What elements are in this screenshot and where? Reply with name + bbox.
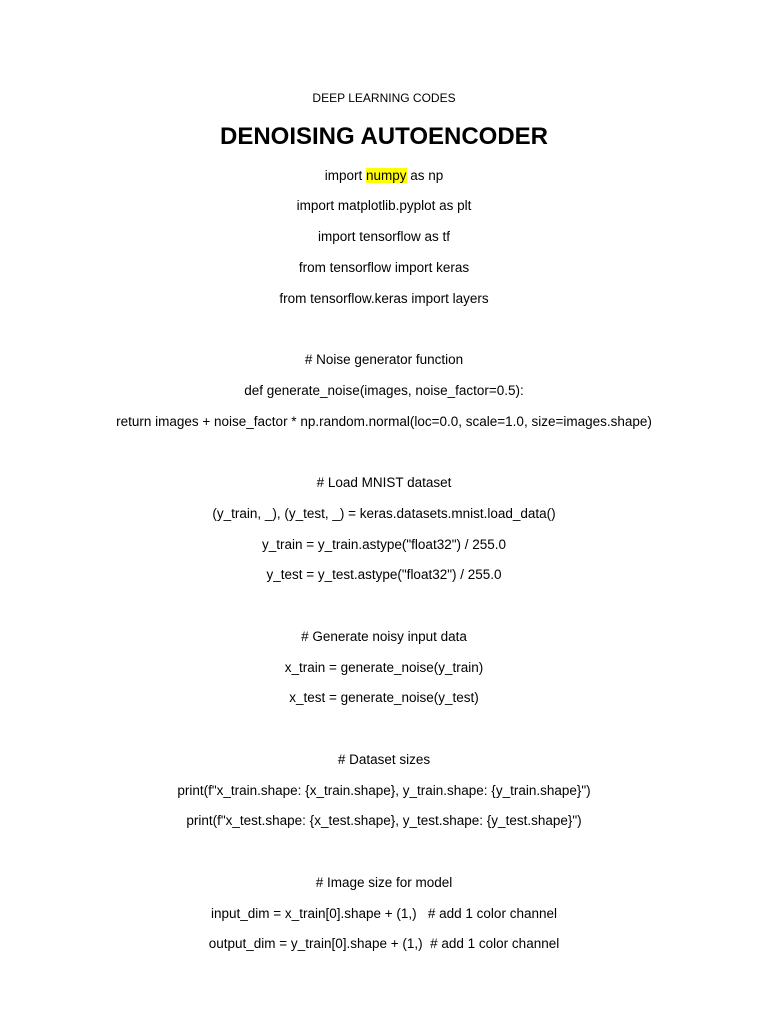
code-line: input_dim = x_train[0].shape + (1,) # add 1 color channel xyxy=(211,906,557,921)
code-line: y_train = y_train.astype("float32") / 255.0 xyxy=(261,537,507,552)
code-line: return images + noise_factor * np.random.normal(loc=0.0, scale=1.0, size=images.shape) xyxy=(116,414,652,429)
code-line: output_dim = y_train[0].shape + (1,) # add 1 color channel xyxy=(208,936,560,951)
code-line: def generate_noise(images, noise_factor=0.5): xyxy=(244,383,524,398)
code-line: x_test = generate_noise(y_test) xyxy=(289,690,479,705)
code-comment: # Image size for model xyxy=(315,875,453,890)
code-line: x_train = generate_noise(y_train) xyxy=(284,660,484,675)
code-line: (y_train, _), (y_test, _) = keras.datasets.mnist.load_data() xyxy=(212,506,556,521)
page-header: DEEP LEARNING CODES xyxy=(312,91,456,105)
code-line: y_test = y_test.astype("float32") / 255.0 xyxy=(266,567,502,582)
code-line-import-numpy xyxy=(0,167,768,185)
code-comment: # Noise generator function xyxy=(304,352,464,367)
code-line: print(f"x_train.shape: {x_train.shape}, y_train.shape: {y_train.shape}") xyxy=(177,783,591,798)
code-comment: # Dataset sizes xyxy=(337,752,431,767)
code-line: print(f"x_test.shape: {x_test.shape}, y_test.shape: {y_test.shape}") xyxy=(186,813,582,828)
page-title: DENOISING AUTOENCODER xyxy=(219,123,549,150)
code-line: import matplotlib.pyplot as plt xyxy=(296,198,472,213)
code-comment: # Generate noisy input data xyxy=(301,629,467,644)
code-comment: # Load MNIST dataset xyxy=(316,475,452,490)
code-line: from tensorflow import keras xyxy=(298,260,470,275)
import-alias: as np xyxy=(406,168,444,183)
code-line: from tensorflow.keras import layers xyxy=(279,291,489,306)
highlighted-word: numpy xyxy=(365,168,407,183)
code-line: import tensorflow as tf xyxy=(317,229,451,244)
import-keyword: import xyxy=(324,168,366,183)
